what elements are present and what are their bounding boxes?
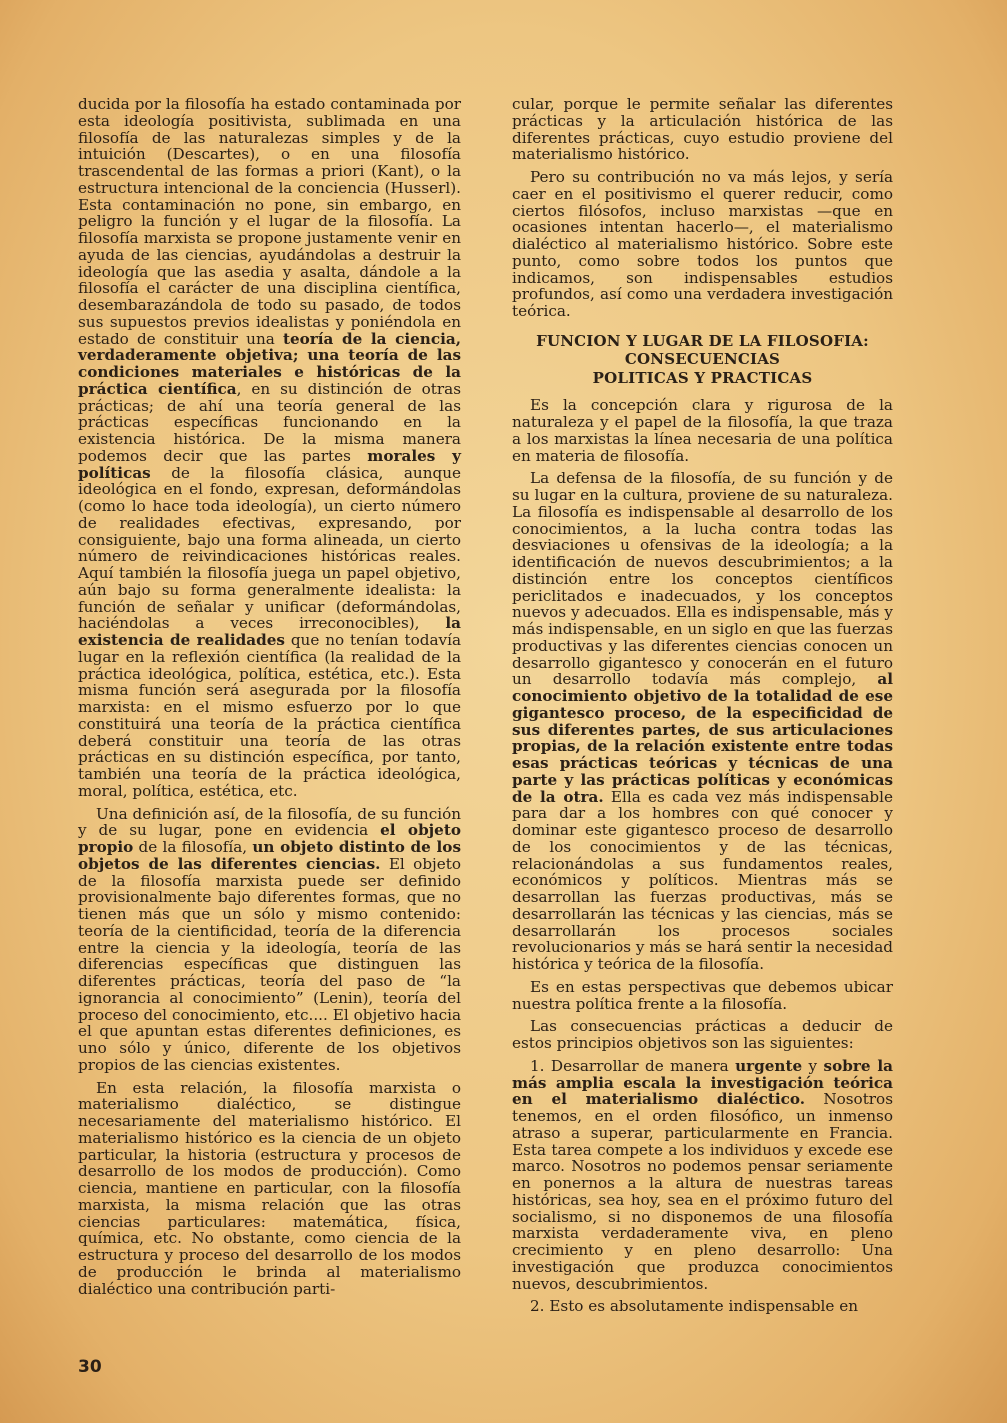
paragraph: La defensa de la filosofía, de su función y de su lugar en la cultura, proviene de su naturaleza. La filosofía es indispensable al desarrollo de los conocimientos, a la lucha contra todas las desviaciones u ofensivas de la ideología; a la identificación de nuevos descubrimientos; a la distinción entre los conceptos científicos periclitados e inadecuados, y los conceptos nuevos y adecuados. Ella es indispensable, más y más indispensable, en un siglo en que las fuerzas productivas y las diferentes ciencias conocen un desarrollo gigantesco y conocerán en el futuro un desarrollo todavía más complejo, al conocimiento objetivo de la totalidad de ese gigantesco proceso, de la especificidad de sus diferentes partes, de sus articulaciones propias, de la relación existente entre todas esas prácticas teóricas y técnicas de una parte y las prácticas políticas y económicas de la otra. Ella es cada vez más indispensable para dar a los hombres con qué conocer y dominar este gigantesco proceso de desarrollo de los conocimientos y de las técnicas, relacionándolas a sus fundamentos reales, económicos y políticos. Mientras más se desarrollan las fuerzas productivas, más se desarrollarán las técnicas y las ciencias, más se desarrollarán los procesos sociales revolucionarios y más se hará sentir la necesidad histórica y teórica de la filosofía. xyxy=(512,469,893,973)
bold-text: el objeto propio xyxy=(78,821,461,856)
bold-text: sobre la más amplia escala la investigación teórica en el materialismo dialéctico. xyxy=(512,1056,893,1109)
bold-text: morales y políticas xyxy=(78,446,461,482)
page-number: 30 xyxy=(78,1357,102,1377)
paragraph: cular, porque le permite señalar las diferentes prácticas y la articulación histórica de las diferentes prácticas, cuyo estudio proviene del materialismo histórico. xyxy=(512,95,893,164)
paragraph: Es la concepción clara y rigurosa de la naturaleza y el papel de la filosofía, la que traza a los marxistas la línea necesaria de una política en materia de filosofía. xyxy=(512,396,893,465)
paragraph: Las consecuencias prácticas a deducir de estos principios objetivos son las siguientes: xyxy=(512,1017,893,1052)
bold-text: la existencia de realidades xyxy=(78,614,461,649)
paragraph: 2. Esto es absolutamente indispensable en xyxy=(530,1297,858,1316)
left-column xyxy=(78,96,461,1303)
bold-text: un objeto distinto de los objetos de las diferentes ciencias. xyxy=(78,838,461,873)
paragraph: En esta relación, la filosofía marxista o materialismo dialéctico, se distingue necesariamente del materialismo histórico. El materialismo histórico es la ciencia de un objeto particular, la historia (estructura y procesos de desarrollo de los modos de producción). Como ciencia, mantiene en particular, con la filosofía marxista, la misma relación que las otras ciencias particulares: matemática, física, química, etc. No obstante, como ciencia de la estructura y proceso del desarrollo de los modos de producción le brinda al materialismo dialéctico una contribución parti- xyxy=(78,1078,461,1298)
paragraph: 1. Desarrollar de manera urgente y sobre la más amplia escala la investigación teórica en el materialismo dialéctico. Nosotros tenemos, en el orden filosófico, un inmenso atraso a superar, particularmente en Francia. Esta tarea compete a los individuos y excede ese marco. Nosotros no podemos pensar seriamente en ponernos a la altura de nuestras tareas históricas, sea hoy, sea en el próximo futuro del socialismo, si no disponemos de una filosofía marxista verdaderamente viva, en pleno crecimiento y en pleno desarrollo: Una investigación que produzca conocimientos nuevos, descubrimientos. xyxy=(512,1056,893,1293)
section-heading: FUNCION Y LUGAR DE LA FILOSOFIA: CONSECUENCIAS POLITICAS Y PRACTICAS xyxy=(536,331,869,387)
paragraph: Pero su contribución no va más lejos, y sería caer en el positivismo el querer reducir, como ciertos filósofos, incluso marxistas —que en ocasiones intentan hacerlo—, el materialismo dialéctico al materialismo histórico. Sobre este punto, como sobre todos los puntos que indicamos, son indispensables estudios profundos, así como una verdadera investigación teórica. xyxy=(512,168,893,320)
paragraph: Una definición así, de la filosofía, de su función y de su lugar, pone en evidencia el objeto propio de la filosofía, un objeto distinto de los objetos de las diferentes ciencias. El objeto de la filosofía marxista puede ser definido provisionalmente bajo diferentes formas, que no tienen más que un sólo y mismo contenido: teoría de la cientificidad, teoría de la diferencia entre la ciencia y la ideología, teoría de las diferencias específicas que distinguen las diferentes prácticas, teoría del paso de “la ignorancia al conocimiento” (Lenin), teoría del proceso del conocimiento, etc.... El objetivo hacia el que apuntan estas diferentes definiciones, es uno sólo y único, diferente de los objetivos propios de las ciencias existentes. xyxy=(78,804,461,1074)
bold-text: al conocimiento objetivo de la totalidad de ese gigantesco proceso, de la especificidad de sus diferentes partes, de sus articulaciones propias, de la relación existente entre todas esas prácticas teóricas y técnicas de una parte y las prácticas políticas y económicas de la otra. xyxy=(512,670,893,806)
paragraph: ducida por la filosofía ha estado contaminada por esta ideología positivista, sublimada en una filosofía de las naturalezas simples y de la intuición (Descartes), o en una filosofía trascendental de las formas a priori (Kant), o la estructura intencional de la conciencia (Husserl). Esta contaminación no pone, sin embargo, en peligro la función y el lugar de la filosofía. La filosofía marxista se propone justamente venir en ayuda de las ciencias, ayudándolas a destruir la ideología que las asedia y asalta, dándole a la filosofía el carácter de una disciplina científica, desembarazándola de todo su pasado, de todos sus supuestos previos idealistas y poniéndola en estado de constituir una teoría de la ciencia, verdaderamente objetiva; una teoría de las condiciones materiales e históricas de la práctica científica, en su distinción de otras prácticas; de ahí una teoría general de las prácticas específicas funcionando en la existencia histórica. De la misma manera podemos decir que las partes morales y políticas de la filosofía clásica, aunque ideológica en el fondo, expresan, deformándolas (como lo hace toda ideología), un cierto número de realidades efectivas, expresando, por consiguiente, bajo una forma alineada, un cierto número de reivindicaciones históricas reales. Aquí también la filosofía juega un papel objetivo, aún bajo su forma generalmente idealista: la función de señalar y unificar (deformándolas, haciéndolas a veces irreconocibles), la existencia de realidades que no tenían todavía lugar en la reflexión científica (la realidad de la práctica ideológica, política, estética, etc.). Esta misma función será asegurada por la filosofía marxista: en el mismo esfuerzo por lo que constituirá una teoría de la práctica científica deberá constituir una teoría de las otras prácticas en su distinción específica, por tanto, también una teoría de la práctica ideológica, moral, política, estética, etc. xyxy=(78,95,461,800)
bold-text: urgente xyxy=(735,1056,803,1075)
right-column xyxy=(512,96,893,1321)
paragraph: Es en estas perspectivas que debemos ubicar nuestra política frente a la filosofía. xyxy=(512,977,893,1013)
bold-text: teoría de la ciencia, verdaderamente objetiva; una teoría de las condiciones materiales e históricas de la práctica científica xyxy=(78,329,461,398)
